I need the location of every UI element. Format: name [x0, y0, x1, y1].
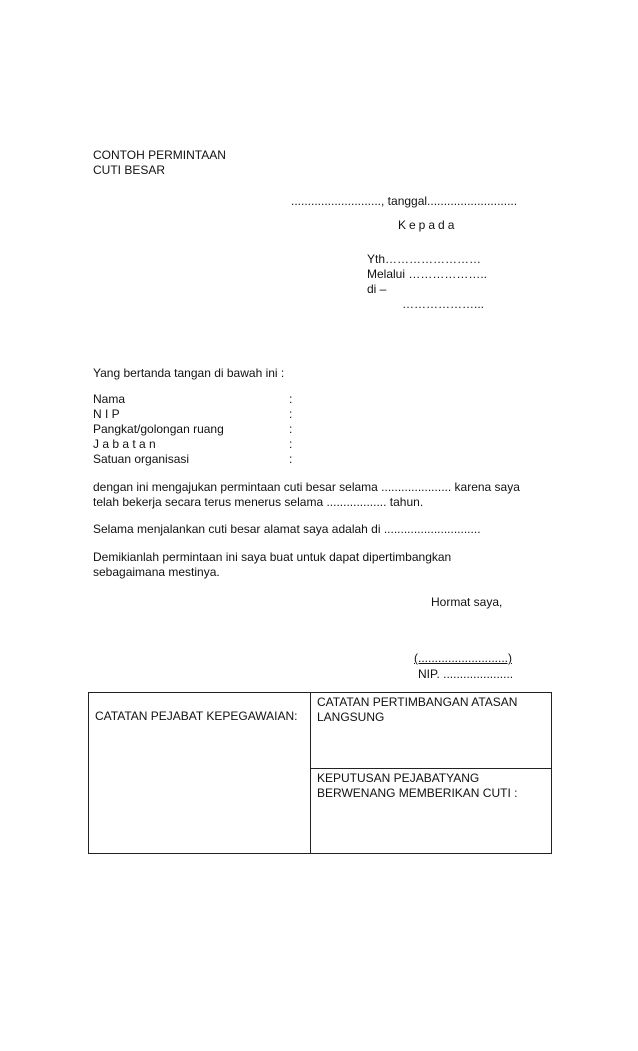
place-date: ..........................., tanggal...........................: [291, 194, 518, 208]
field-label-pangkat: Pangkat/golongan ruang: [93, 422, 224, 436]
closing-text: Hormat saya,: [431, 595, 503, 609]
intro-text: Yang bertanda tangan di bawah ini :: [93, 366, 285, 380]
recipient-yth: Yth……………………: [367, 252, 482, 266]
cell-keputusan-pejabat: [311, 769, 552, 854]
body-paragraph-2: Selama menjalankan cuti besar alamat saya adalah di .............................: [93, 522, 481, 536]
cell-catatan-atasan-text: CATATAN PERTIMBANGAN ATASAN LANGSUNG: [317, 695, 518, 724]
field-label-nip: N I P: [93, 407, 120, 421]
field-colon: :: [289, 422, 293, 436]
field-colon: :: [289, 452, 293, 466]
field-label-jabatan: J a b a t a n: [93, 437, 156, 451]
title-line-2: CUTI BESAR: [93, 163, 166, 177]
kepada-label: Kepada: [398, 218, 458, 232]
recipient-address: ………………...: [402, 297, 485, 311]
body-paragraph-3-line-2: sebagaimana mestinya.: [93, 565, 220, 579]
notes-table: [88, 692, 552, 854]
body-paragraph-3-line-1: Demikianlah permintaan ini saya buat untuk dapat dipertimbangkan: [93, 550, 452, 564]
cell-catatan-atasan: [311, 693, 552, 769]
field-label-satuan: Satuan organisasi: [93, 452, 190, 466]
body-paragraph-1-line-2: telah bekerja secara terus menerus selama .................. tahun.: [93, 495, 424, 509]
recipient-di: di –: [367, 282, 387, 296]
field-colon: :: [289, 392, 293, 406]
recipient-melalui: Melalui ………………..: [367, 267, 488, 281]
field-colon: :: [289, 437, 293, 451]
signature-nip: NIP. .....................: [418, 667, 514, 681]
cell-catatan-pejabat-text: CATATAN PEJABAT KEPEGAWAIAN:: [95, 709, 298, 723]
field-label-nama: Nama: [93, 392, 126, 406]
signature-name-placeholder: (...........................): [414, 651, 513, 665]
title-line-1: CONTOH PERMINTAAN: [93, 148, 226, 162]
cell-catatan-pejabat: [89, 693, 311, 854]
field-colon: :: [289, 407, 293, 421]
body-paragraph-1-line-1: dengan ini mengajukan permintaan cuti besar selama ..................... karena saya: [93, 480, 520, 494]
cell-keputusan-pejabat-text: KEPUTUSAN PEJABATYANG BERWENANG MEMBERIKAN CUTI :: [317, 771, 518, 800]
